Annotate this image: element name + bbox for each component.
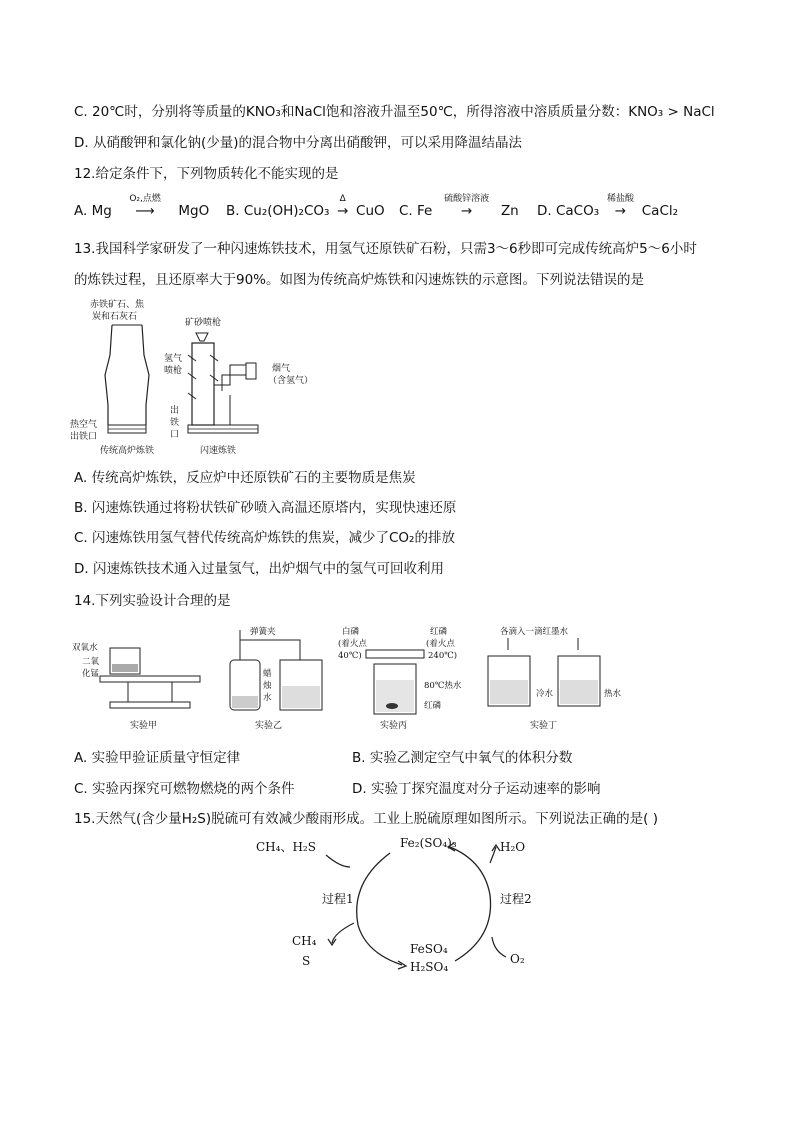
q14-option-c: C. 实验丙探究可燃物燃烧的两个条件: [74, 781, 295, 797]
jia-label-3: 化锰: [82, 669, 100, 679]
bing-red-3: 240℃): [428, 651, 458, 661]
fig15-bottom-mid-1: FeSO₄: [410, 942, 448, 956]
hot-air-label: 热空气: [70, 420, 98, 430]
flue-gas-label-1: 烟气: [272, 364, 291, 374]
option-c-line: C. 20℃时，分别将等质量的KNO₃和NaCl饱和溶液升温至50℃，所得溶液中溶质质量分数：KNO₃ > NaCl: [74, 104, 715, 120]
question-13-line1: 13.我国科学家研发了一种闪速炼铁技术，用氢气还原铁矿石粉，只需3～6秒即可完成传统高炉5～6小时: [74, 241, 697, 257]
yi-label-1: 蜡: [263, 669, 272, 679]
q12-c-left: C. Fe: [399, 203, 433, 219]
flash-furnace: [164, 316, 313, 455]
q14-option-b: B. 实验乙测定空气中氧气的体积分数: [352, 750, 573, 766]
bing-caption: 实验丙: [380, 721, 408, 731]
option-d-line: D. 从硝酸钾和氯化钠(少量)的混合物中分离出硝酸钾，可以采用降温结晶法: [74, 135, 523, 151]
question-13-line2: 的炼铁过程，且还原率大于90%。如图为传统高炉炼铁和闪速炼铁的示意图。下列说法错误的是: [74, 272, 645, 288]
figure-14-experiments: [70, 620, 630, 738]
jia-label-2: 二氧: [82, 657, 100, 667]
outlet-char-3: 口: [170, 430, 180, 440]
fig15-bottom-left-2: S: [302, 954, 311, 968]
ding-cold-label: 冷水: [536, 689, 554, 699]
cycle-right-arc: [450, 847, 491, 961]
experiment-ding: [488, 626, 622, 731]
fig15-process1: 过程1: [322, 892, 354, 906]
q12-a-right: MgO: [178, 203, 210, 219]
q12-d-condition: 稀盐酸: [606, 194, 634, 204]
experiment-jia: [72, 642, 200, 731]
yi-clamp-label: 弹簧夹: [250, 627, 276, 637]
q12-option-c: C. Fe 硫酸锌溶液 → Zn: [399, 202, 519, 220]
ding-top-label: 各滴入一滴红墨水: [500, 627, 569, 637]
experiment-yi: [230, 626, 322, 731]
q13-option-a: A. 传统高炉炼铁，反应炉中还原铁矿石的主要物质是焦炭: [74, 470, 416, 486]
bing-white-2: (着火点: [338, 639, 367, 649]
ding-caption: 实验丁: [530, 721, 558, 731]
jia-caption: 实验甲: [130, 721, 158, 731]
fig15-bottom-mid-2: H₂SO₄: [410, 960, 449, 974]
fig15-bottom-left-1: CH₄: [292, 934, 317, 948]
h2-gun-label-2: 喷枪: [164, 366, 183, 376]
q12-d-right: CaCl₂: [641, 203, 679, 219]
bing-red-2: (着火点: [426, 639, 455, 649]
experiment-bing: [338, 626, 462, 731]
blast-furnace: [70, 298, 154, 455]
question-12: 12.给定条件下，下列物质转化不能实现的是: [74, 166, 339, 182]
bing-white-1: 白磷: [342, 627, 360, 637]
furnace-caption: 传统高炉炼铁: [100, 446, 155, 455]
fig15-process2: 过程2: [500, 892, 532, 906]
yi-label-2: 烛: [263, 681, 272, 691]
q12-c-condition: 硫酸锌溶液: [444, 194, 490, 204]
h2-gun-label-1: 氢气: [164, 354, 183, 364]
q12-d-left: D. CaCO₃: [537, 203, 600, 219]
question-15: 15.天然气(含少量H₂S)脱硫可有效减少酸雨形成。工业上脱硫原理如图所示。下列说法正确的是( ): [74, 811, 658, 827]
flash-caption: 闪速炼铁: [200, 446, 237, 455]
q12-a-left: A. Mg: [74, 203, 112, 219]
bing-red-1: 红磷: [430, 627, 448, 637]
furnace-top-label-2: 炭和石灰石: [92, 312, 138, 322]
q12-option-a: A. Mg O₂,点燃 ⟶ MgO: [74, 202, 209, 220]
q12-option-d: D. CaCO₃ 稀盐酸 → CaCl₂: [537, 202, 678, 220]
q13-option-d: D. 闪速炼铁技术通入过量氢气，出炉烟气中的氢气可回收利用: [74, 561, 444, 577]
q12-b-right: CuO: [356, 203, 385, 219]
yi-label-3: 水: [263, 693, 272, 703]
ding-hot-label: 热水: [604, 689, 622, 699]
yi-caption: 实验乙: [255, 721, 283, 731]
fig15-top-left: CH₄、H₂S: [256, 840, 316, 854]
ore-gun-label: 矿砂喷枪: [185, 318, 222, 328]
q12-c-right: Zn: [500, 203, 519, 219]
figure-15-desulfurization: [250, 833, 560, 983]
fig15-bottom-right: O₂: [510, 952, 525, 966]
flue-gas-label-2: （含氢气）: [268, 376, 314, 386]
q12-b-condition: Δ: [339, 194, 346, 204]
bing-red-bottom: 红磷: [424, 701, 442, 711]
q13-option-b: B. 闪速炼铁通过将粉状铁矿砂喷入高温还原塔内，实现快速还原: [74, 500, 457, 516]
iron-outlet-label: 出铁口: [70, 432, 98, 442]
fig15-top-mid: Fe₂(SO₄)₃: [400, 836, 457, 850]
bing-white-3: 40℃): [338, 651, 362, 661]
outlet-char-2: 铁: [170, 418, 180, 428]
q12-b-left: B. Cu₂(OH)₂CO₃: [226, 203, 330, 219]
bing-water-label: 80℃热水: [424, 681, 462, 691]
jia-label-1: 双氧水: [72, 643, 98, 653]
q13-option-c: C. 闪速炼铁用氢气替代传统高炉炼铁的焦炭，减少了CO₂的排放: [74, 530, 455, 546]
furnace-top-label-1: 赤铁矿石、焦: [90, 300, 145, 310]
q14-option-d: D. 实验丁探究温度对分子运动速率的影响: [352, 781, 601, 797]
cycle-left-arc: [357, 853, 402, 965]
q14-option-a: A. 实验甲验证质量守恒定律: [74, 750, 241, 766]
figure-13-ironmaking: [70, 295, 350, 455]
fig15-top-right: H₂O: [500, 840, 526, 854]
question-14: 14.下列实验设计合理的是: [74, 593, 231, 609]
q12-a-condition: O₂,点燃: [129, 194, 161, 204]
outlet-char-1: 出: [170, 406, 180, 416]
q12-option-b: B. Cu₂(OH)₂CO₃ Δ → CuO: [226, 202, 385, 220]
